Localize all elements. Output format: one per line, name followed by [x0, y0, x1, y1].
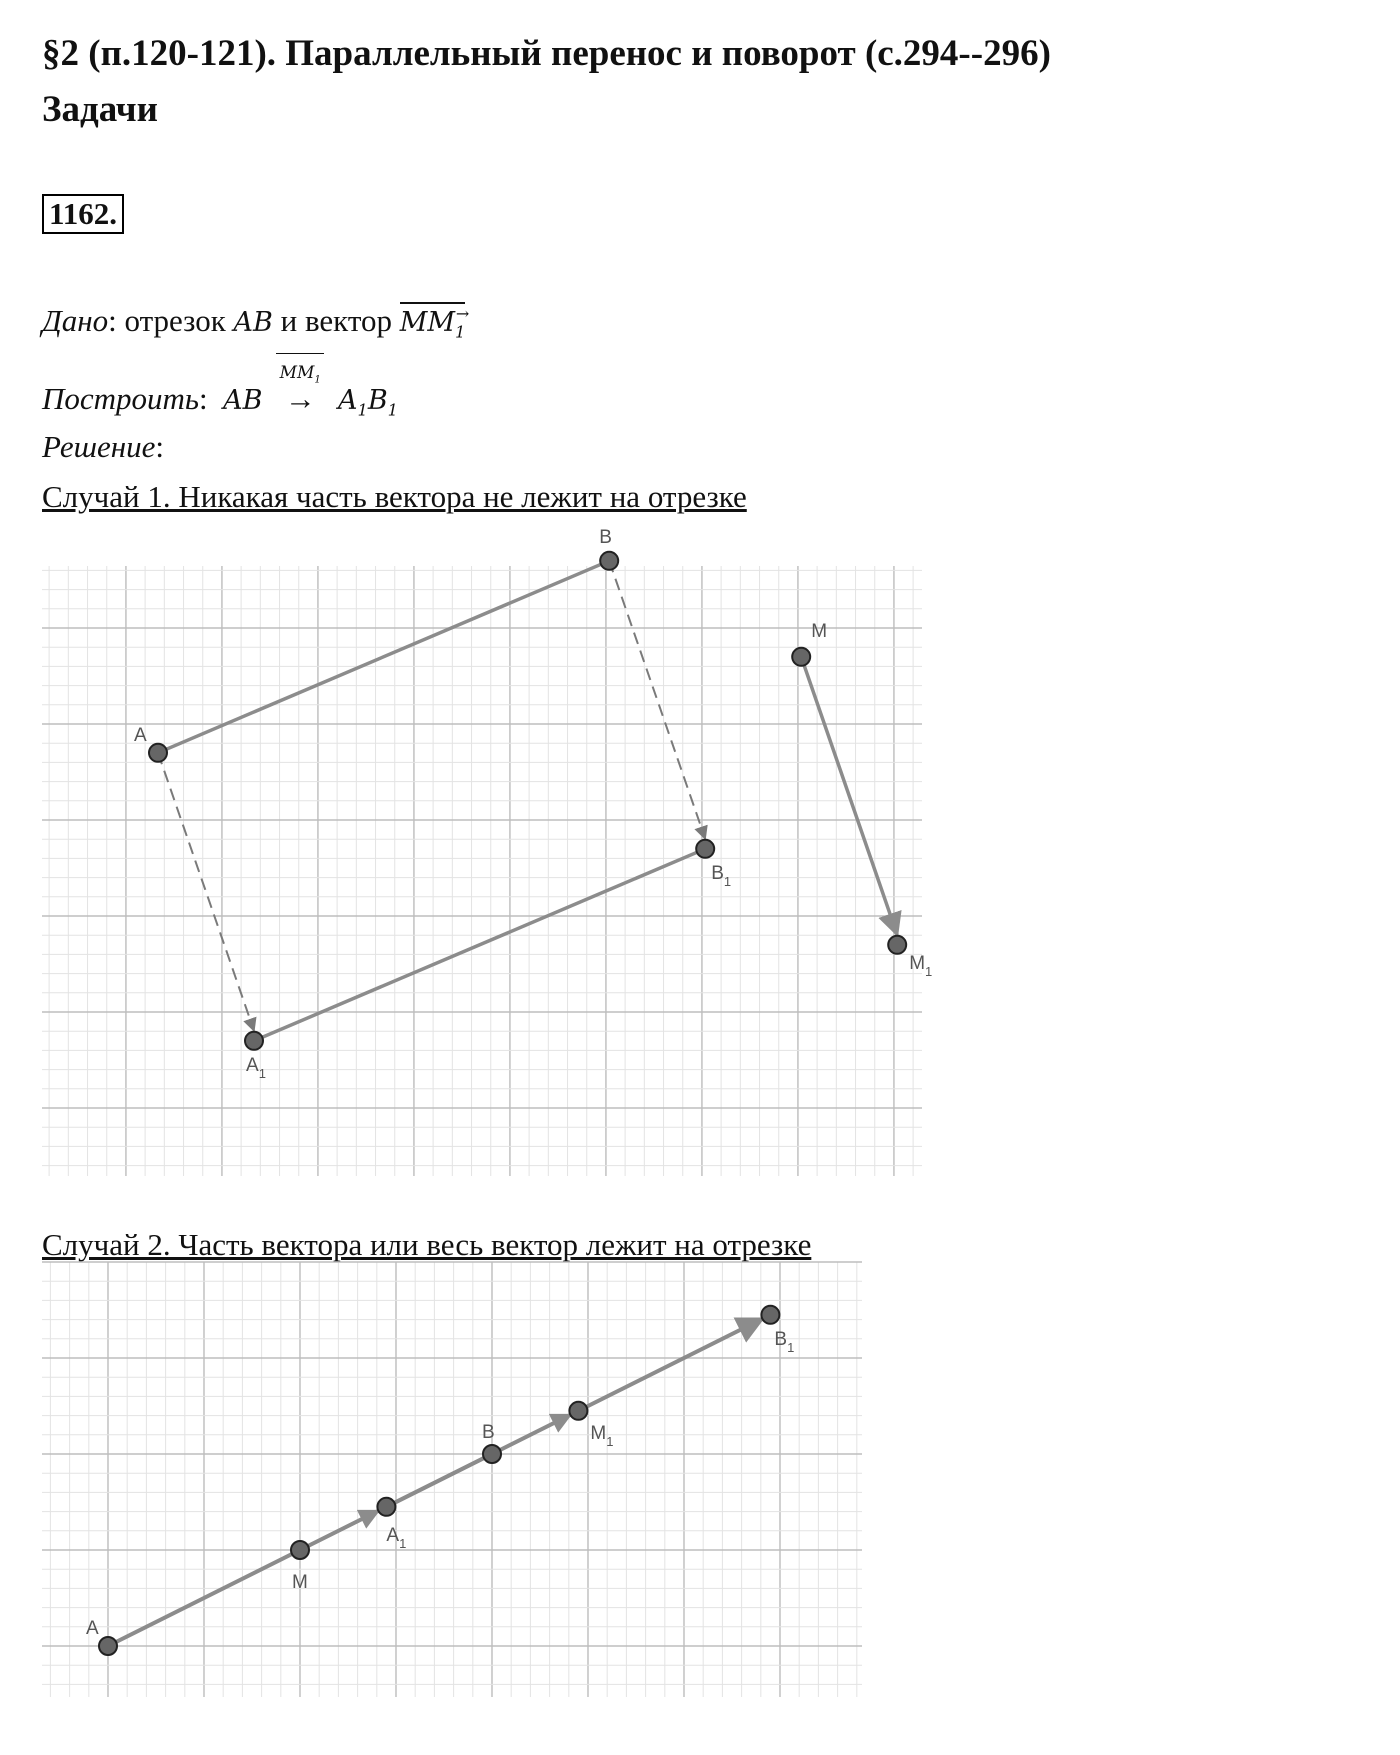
- page-title: §2 (п.120-121). Параллельный перенос и поворот (с.294--296): [42, 33, 1051, 74]
- point-m: [792, 648, 810, 666]
- point-m-label: M: [292, 1572, 308, 1593]
- map-vector-sub: 1: [314, 374, 321, 386]
- solution-line: [42, 428, 164, 466]
- point-b1-label: $B_1$: [711, 862, 732, 889]
- point-a: [99, 1637, 117, 1655]
- problem-number: 1162.: [42, 194, 124, 234]
- vector-arrowhead-icon: →: [455, 304, 470, 323]
- vector-mm1: [399, 304, 470, 351]
- build-to-b-sub: 1: [387, 400, 398, 420]
- point-m1-label: $M_1$: [909, 952, 933, 979]
- map-arrow-glyph: →: [284, 381, 316, 416]
- map-vector-label: [270, 354, 330, 399]
- point-b1-label: $B_1$: [774, 1328, 795, 1355]
- case1-heading: Случай 1. Никакая часть вектора не лежит на отрезке: [42, 479, 747, 514]
- point-a: [149, 744, 167, 762]
- given-label: Дано: [42, 303, 109, 338]
- build-from: AB: [223, 385, 263, 416]
- map-vector-main: MM: [279, 363, 315, 383]
- point-m-label: M: [811, 620, 828, 642]
- point-a1: [377, 1498, 395, 1516]
- given-text: : отрезок: [108, 303, 234, 338]
- point-m1-label: $M_1$: [590, 1422, 614, 1449]
- point-b: [483, 1445, 501, 1463]
- point-m1: [569, 1402, 587, 1420]
- point-a-label: A: [86, 1618, 99, 1639]
- point-b-label: B: [482, 1422, 495, 1443]
- point-a-label: A: [134, 724, 147, 746]
- dashed-vector-a-a1: [158, 753, 254, 1031]
- map-arrow: [270, 363, 330, 418]
- dashed-vector-b-b1: [609, 561, 705, 839]
- point-m1: [888, 936, 906, 954]
- solution-colon: :: [155, 429, 164, 464]
- build-to-a-sub: 1: [357, 400, 368, 420]
- point-a1-label: $A_1$: [386, 1524, 407, 1551]
- build-label: Построить: [42, 381, 200, 416]
- vector-mm1: [801, 657, 897, 935]
- and-vector-text: и вектор: [272, 303, 400, 338]
- section-subtitle: Задачи: [42, 89, 158, 130]
- vector-sub: 1: [455, 322, 466, 342]
- point-b-label: B: [599, 526, 612, 548]
- point-b1: [761, 1306, 779, 1324]
- given-line: [42, 302, 470, 351]
- figure-case2: [42, 1262, 862, 1697]
- build-line: [42, 363, 398, 429]
- segment-ab: AB: [233, 307, 273, 338]
- build-to-a: A: [338, 385, 358, 416]
- build-colon: :: [199, 381, 208, 416]
- build-to-b: B: [367, 385, 388, 416]
- map-vector-bar: [276, 353, 324, 354]
- point-a1: [245, 1032, 263, 1050]
- vector-main: MM: [399, 307, 456, 338]
- case2-heading: Случай 2. Часть вектора или весь вектор лежит на отрезке: [42, 1227, 812, 1262]
- point-a1-label: $A_1$: [246, 1054, 266, 1081]
- point-b: [600, 552, 618, 570]
- solution-label: Решение: [42, 429, 156, 464]
- build-to: [338, 385, 398, 420]
- point-m: [291, 1541, 309, 1559]
- point-b1: [696, 840, 714, 858]
- figure-case1: [42, 526, 933, 1176]
